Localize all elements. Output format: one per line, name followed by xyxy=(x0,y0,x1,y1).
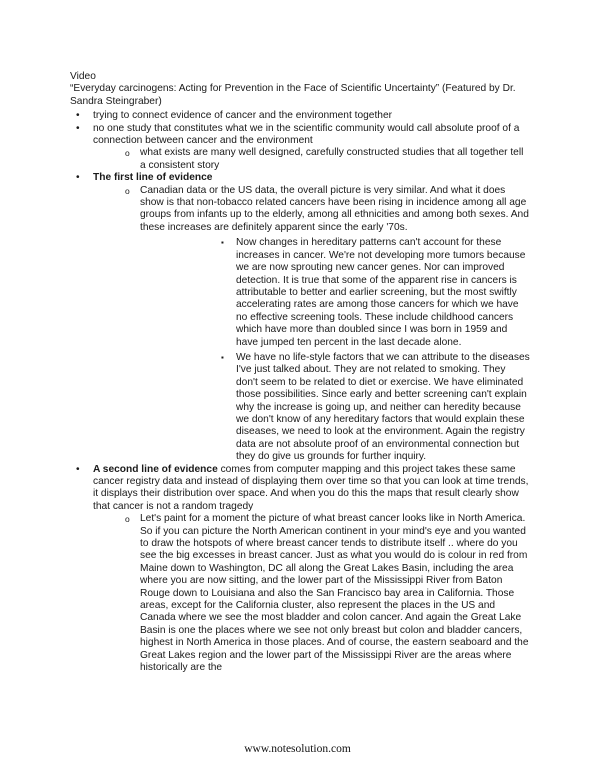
square-bullet-marker: ▪ xyxy=(221,352,224,362)
footer-watermark: www.notesolution.com xyxy=(244,743,351,755)
second-evidence-heading: A second line of evidence xyxy=(93,463,218,475)
list-item xyxy=(70,123,530,173)
sub-bullet-marker: o xyxy=(125,185,130,196)
sub-bullet-text: what exists are many well designed, carefully constructed studies that all together tell a consistent story xyxy=(140,147,524,171)
list-item xyxy=(93,513,530,674)
square-bullet-text: Now changes in hereditary patterns can't account for these increases in cancer. We're not developing more tumors because we are now sprouting new cancer genes. Nor can improved detection. It is true that some of the apparent rise in cancers is attributable to better and earlier screening, but the most swiftly accelerating rates are among those cancers for which we have no effective screening tools. These include childhood cancers which have more than doubled since I was born in 1959 and have jumped ten percent in the last decade alone. xyxy=(236,237,526,348)
list-item xyxy=(140,352,530,464)
bullet-marker: • xyxy=(76,122,80,134)
sub-bullet-marker: o xyxy=(125,148,130,159)
bullet-marker: • xyxy=(76,463,80,475)
list-item xyxy=(93,185,530,464)
list-item xyxy=(70,110,530,122)
sub-bullet-text: Canadian data or the US data, the overall picture is very similar. And what it does show is that non-tobacco related cancers have been rising in incidence among all age groups from infants up to the elderly, among all ethnicities and among both sexes. And these increases are definitely apparent since the early '70s. xyxy=(140,184,529,233)
square-bullet-marker: ▪ xyxy=(221,238,224,248)
sub-bullet-list xyxy=(93,185,530,464)
notes-content xyxy=(70,71,530,675)
sub-bullet-list xyxy=(93,513,530,674)
square-bullet-text: We have no life-style factors that we can attribute to the diseases I've just talked about. They are not related to smoking. They don't seem to be related to diet or exercise. We have eliminated those possibilities. Since early and better screening can't explain why the increase is going up, and neither can heredity because we don't know of any hereditary factors that would explain these diseases, we need to look at the environment. Again the registry data are not absolute proof of an environmental connection but they do give us grounds for further inquiry. xyxy=(236,351,530,463)
square-bullet-list xyxy=(140,237,530,463)
sub-bullet-text: Let's paint for a moment the picture of what breast cancer looks like in North America. So if you can picture the North American continent in your mind's eye and you wanted to draw the hotspots of where breast cancer tends to distribute itself .. where do you see the big excesses in breast cancer. Just as what you would do is colour in red from Maine down to Washington, DC all along the Great Lakes Basin, including the area where you are now sitting, and the lower part of the Mississippi River from Baton Rouge down to Louisiana and also the San Francisco bay area in California. Those areas, except for the California cluster, also represent the places in the US and Canada where we see the most bladder and colon cancer. And again the Great Lake Basin is one the places where we see not only breast but colon and bladder cancers, highest in North America in those places. And of course, the eastern seaboard and the Great Lakes region and the lower part of the Mississippi River are the areas where historically are the xyxy=(140,513,529,674)
first-evidence-heading: The first line of evidence xyxy=(93,172,213,184)
list-item xyxy=(70,464,530,675)
bullet-marker: • xyxy=(76,110,80,122)
sub-bullet-marker: o xyxy=(125,514,130,525)
sub-bullet-list xyxy=(93,147,530,172)
section-label: Video xyxy=(70,71,96,82)
bullet-text: comes from computer mapping and this project takes these same cancer registry data and instead of displaying them over time so that you can look at time trends, it displays their distribution over space. And when you do this the maps that result clearly show that cancer is not a random tragedy xyxy=(93,463,529,512)
bullet-marker: • xyxy=(76,172,80,184)
bullet-text: trying to connect evidence of cancer and the environment together xyxy=(93,110,393,122)
bullet-text: no one study that constitutes what we in the scientific community would call absolute proof of a connection between cancer and the environment xyxy=(93,122,520,147)
video-title: “Everyday carcinogens: Acting for Prevention in the Face of Scientific Uncertainty” (Featured by Dr. Sandra Steingraber) xyxy=(70,83,516,107)
list-item xyxy=(140,237,530,349)
list-item xyxy=(93,147,530,172)
list-item xyxy=(70,172,530,463)
main-bullet-list xyxy=(70,110,530,674)
